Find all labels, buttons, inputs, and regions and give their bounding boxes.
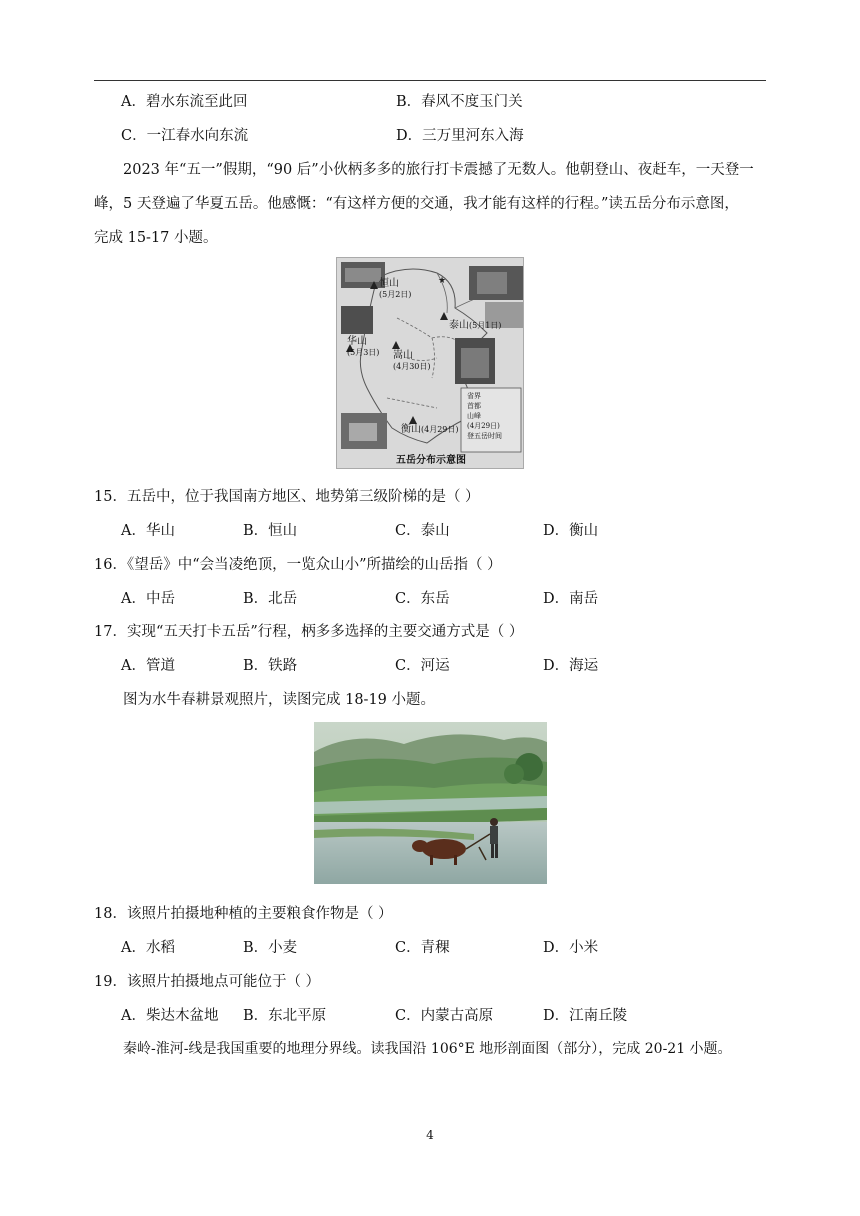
intro-20-21: 秦岭-淮河-线是我国重要的地理分界线。读我国沿 106°E 地形剖面图（部分），完成 20-21 小题。 <box>123 1041 732 1057</box>
q14-option-c: C．一江春水向东流 <box>121 128 249 144</box>
q19-option-b: B．东北平原 <box>243 1008 327 1024</box>
q16-stem: 16．《望岳》中“会当凌绝顶，一览众山小”所描绘的山岳指（ ） <box>94 557 502 573</box>
q15-option-b: B．恒山 <box>243 523 298 539</box>
q19-option-a: A．柴达木盆地 <box>121 1008 219 1024</box>
q16-option-d: D．南岳 <box>543 591 599 607</box>
q18-option-d: D．小米 <box>543 940 599 956</box>
peak-label-songshan: 嵩山 (4月30日) <box>393 350 431 371</box>
page-number: 4 <box>426 1128 434 1142</box>
peak-label-huashan: 华山 (5月3日) <box>347 336 380 357</box>
q15-option-c: C．泰山 <box>395 523 450 539</box>
q17-option-c: C．河运 <box>395 658 450 674</box>
intro-15-17-line2: 峰，5 天登遍了华夏五岳。他感慨：“有这样方便的交通，我才能有这样的行程。”读五岳分布示意图， <box>94 196 739 212</box>
q17-stem: 17．实现“五天打卡五岳”行程，柄多多选择的主要交通方式是（ ） <box>94 624 524 640</box>
q15-option-d: D．衡山 <box>543 523 599 539</box>
peak-label-hengshan-south: 衡山(4月29日) <box>401 424 459 435</box>
buffalo-plowing-photo <box>314 722 547 884</box>
map-legend <box>467 391 502 441</box>
q16-option-c: C．东岳 <box>395 591 450 607</box>
five-mountains-map <box>336 257 524 469</box>
svg-text:★: ★ <box>438 276 447 286</box>
q18-stem: 18．该照片拍摄地种植的主要粮食作物是（ ） <box>94 906 393 922</box>
q19-stem: 19．该照片拍摄地点可能位于（ ） <box>94 974 321 990</box>
q19-option-c: C．内蒙古高原 <box>395 1008 494 1024</box>
intro-15-17-line3: 完成 15-17 小题。 <box>94 230 218 246</box>
legend-date-meaning: 登五岳时间 <box>467 432 502 440</box>
q18-option-c: C．青稞 <box>395 940 450 956</box>
peak-label-taishan: 泰山(5月1日) <box>449 320 502 331</box>
q18-option-b: B．小麦 <box>243 940 298 956</box>
intro-18-19: 图为水牛春耕景观照片，读图完成 18-19 小题。 <box>123 692 436 708</box>
q19-option-d: D．江南丘陵 <box>543 1008 628 1024</box>
q16-option-a: A．中岳 <box>121 591 175 607</box>
map-caption: 五岳分布示意图 <box>396 455 466 466</box>
legend-date-example: (4月29日) <box>467 422 500 430</box>
q15-option-a: A．华山 <box>121 523 175 539</box>
q17-option-d: D．海运 <box>543 658 599 674</box>
photo-drawing <box>314 722 547 884</box>
q18-option-a: A．水稻 <box>121 940 175 956</box>
peak-label-hengshan-north: 恒山 (5月2日) <box>379 278 412 299</box>
header-rule <box>94 80 766 81</box>
q14-option-d: D．三万里河东入海 <box>396 128 524 144</box>
q15-stem: 15．五岳中，位于我国南方地区、地势第三级阶梯的是（ ） <box>94 489 480 505</box>
intro-15-17-line1: 2023 年“五一”假期，“90 后”小伙柄多多的旅行打卡震撼了无数人。他朝登山、夜赶车，一天登一 <box>123 162 754 178</box>
legend-province-border: 省界 <box>467 392 481 400</box>
q14-option-b: B．春风不度玉门关 <box>396 94 523 110</box>
q17-option-b: B．铁路 <box>243 658 298 674</box>
q16-option-b: B．北岳 <box>243 591 298 607</box>
legend-peak: 山峰 <box>467 412 481 420</box>
q17-option-a: A．管道 <box>121 658 175 674</box>
legend-capital: 首都 <box>467 402 481 410</box>
q14-option-a: A．碧水东流至此回 <box>121 94 248 110</box>
